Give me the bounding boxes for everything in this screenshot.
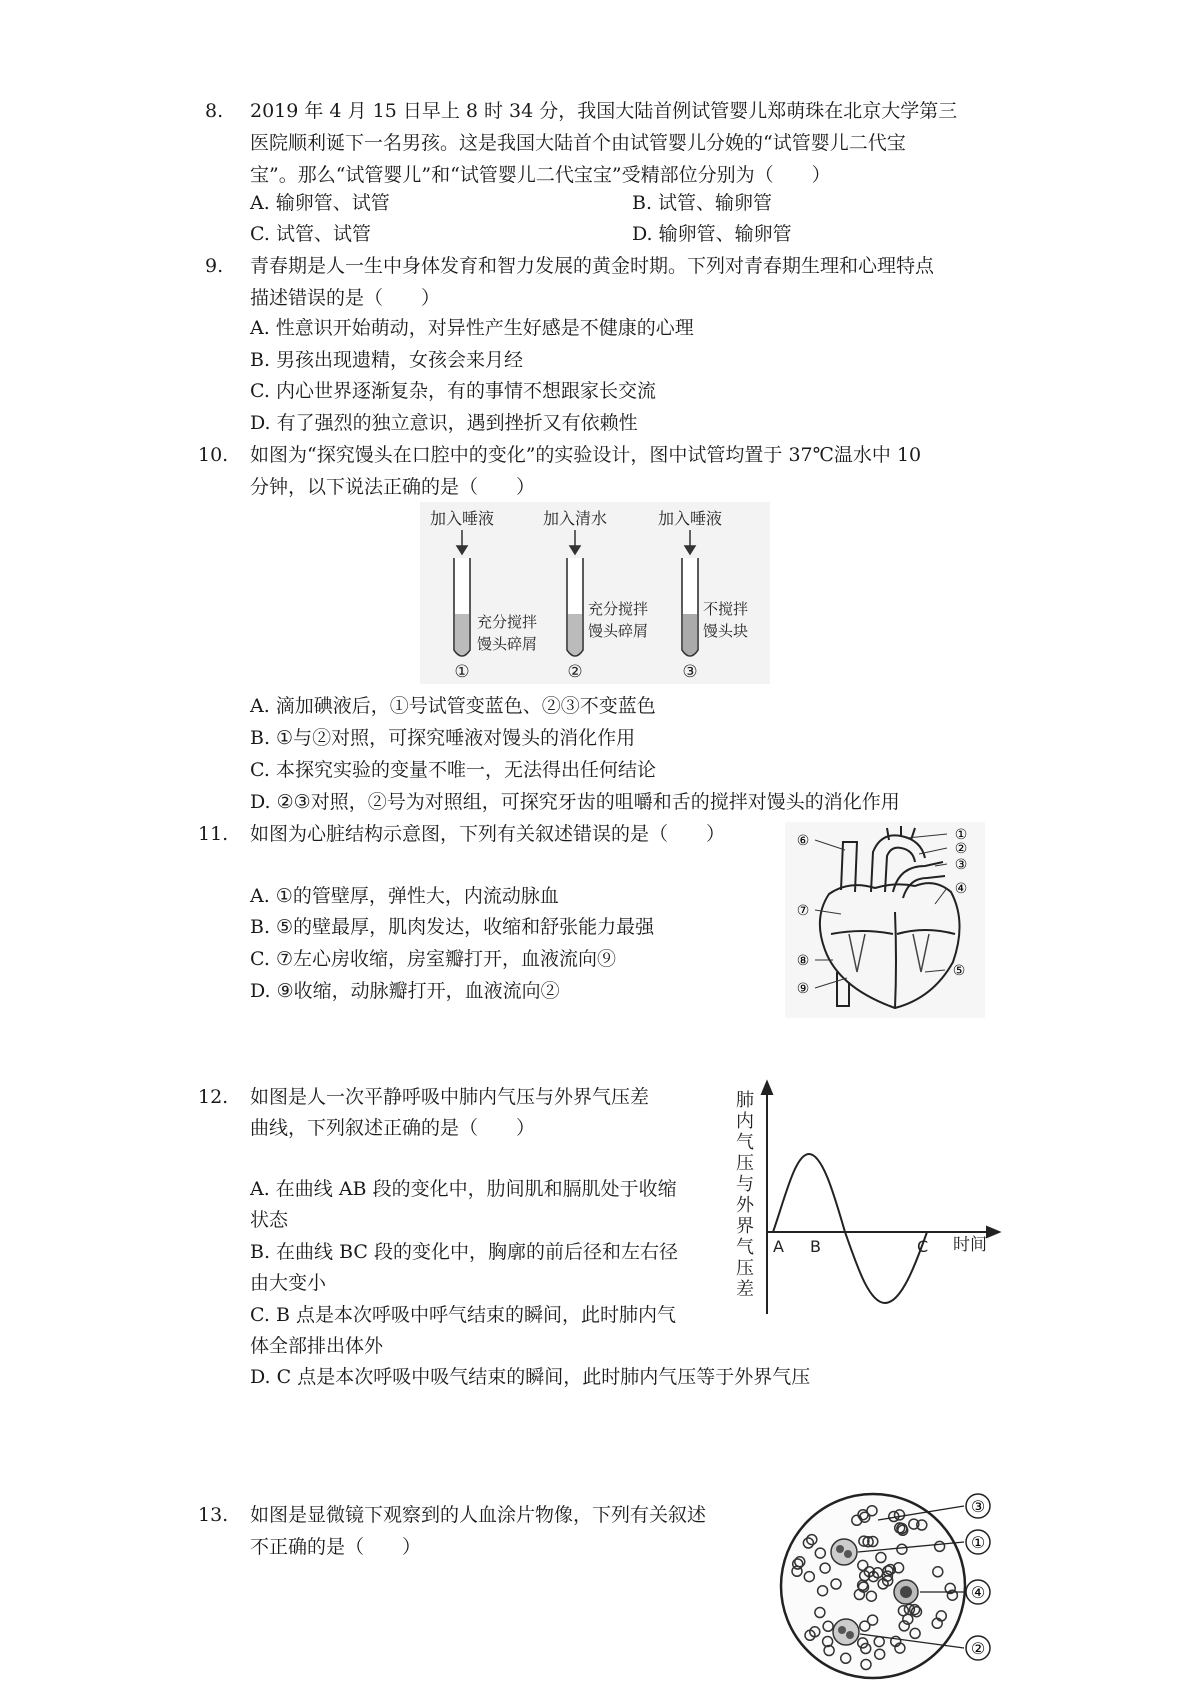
tube1-label-crumbs: 馒头碎屑 (477, 635, 538, 653)
point-b-label: B (810, 1237, 821, 1256)
q12-option-b-line-2: 由大变小 (250, 1272, 327, 1294)
label-5: ⑤ (952, 963, 966, 979)
q12-number: 12. (198, 1086, 229, 1108)
q10-stem-line-1: 如图为“探究馒头在口腔中的变化”的实验设计，图中试管均置于 37℃温水中 10 (250, 444, 922, 466)
label-4: ④ (954, 881, 968, 897)
point-c-label: C (917, 1237, 929, 1256)
q9-option-d: D. 有了强烈的独立意识，遇到挫折又有依赖性 (250, 412, 638, 434)
q11-option-b: B. ⑤的壁最厚，肌肉发达，收缩和舒张能力最强 (250, 916, 655, 938)
tube2-top-label: 加入清水 (542, 509, 608, 528)
label-2: ② (970, 1639, 986, 1658)
q9-option-a: A. 性意识开始萌动，对异性产生好感是不健康的心理 (250, 317, 694, 339)
q12-option-a-line-2: 状态 (250, 1209, 289, 1231)
label-3: ③ (954, 857, 968, 873)
tube1-top-label: 加入唾液 (429, 509, 495, 528)
q11-option-d: D. ⑨收缩，动脉瓣打开，血液流向② (250, 980, 560, 1002)
q12-stem-line-2: 曲线，下列叙述正确的是（ ） (250, 1117, 536, 1139)
q10-stem-line-2: 分钟，以下说法正确的是（ ） (250, 476, 536, 498)
q8-option-c: C. 试管、试管 (250, 223, 371, 245)
q10-option-c: C. 本探究实验的变量不唯一，无法得出任何结论 (250, 759, 656, 781)
label-8: ⑧ (796, 953, 810, 969)
microscope-field (781, 1494, 965, 1678)
q10-option-d: D. ②③对照，②号为对照组，可探究牙齿的咀嚼和舌的搅拌对馒头的消化作用 (250, 791, 900, 813)
test-tube-3 (682, 558, 698, 656)
q11-stem-line-1: 如图为心脏结构示意图，下列有关叙述错误的是（ ） (250, 823, 726, 845)
q8-stem-line-2: 医院顺利诞下一名男孩。这是我国大陆首个由试管婴儿分娩的“试管婴儿二代宝 (250, 132, 906, 154)
tube3-label-nostir: 不搅拌 (703, 600, 749, 618)
label-circles (966, 1494, 990, 1660)
tube2-label-stir: 充分搅拌 (588, 600, 649, 618)
q9-number: 9. (205, 255, 224, 277)
test-tube-1 (454, 558, 470, 656)
q11-option-c: C. ⑦左心房收缩，房室瓣打开，血液流向⑨ (250, 948, 616, 970)
q13-stem-line-1: 如图是显微镜下观察到的人血涂片物像，下列有关叙述 (250, 1504, 707, 1526)
tube3-label-block: 馒头块 (703, 622, 749, 640)
axes (762, 1082, 999, 1314)
q9-stem-line-1: 青春期是人一生中身体发育和智力发展的黄金时期。下列对青春期生理和心理特点 (250, 255, 935, 277)
q13-blood-smear-figure (778, 1486, 1008, 1686)
q10-option-a: A. 滴加碘液后，①号试管变蓝色、②③不变蓝色 (250, 695, 656, 717)
label-7: ⑦ (796, 903, 810, 919)
q8-stem-line-1: 2019 年 4 月 15 日早上 8 时 34 分，我国大陆首例试管婴儿郑萌珠在北京大学第三 (250, 100, 958, 122)
q9-option-b: B. 男孩出现遗精，女孩会来月经 (250, 349, 524, 371)
label-3: ③ (970, 1497, 986, 1516)
label-2: ② (954, 841, 968, 857)
point-a-label: A (773, 1237, 784, 1256)
q13-stem-line-2: 不正确的是（ ） (250, 1536, 422, 1558)
x-axis-label: 时间 (953, 1235, 987, 1255)
q10-number: 10. (198, 444, 229, 466)
tube3-top-label: 加入唾液 (657, 509, 723, 528)
tube2-label-crumbs: 馒头碎屑 (588, 622, 649, 640)
label-6: ⑥ (796, 833, 810, 849)
tube2-number: ② (567, 662, 583, 682)
label-1: ① (970, 1533, 986, 1552)
q11-option-a: A. ①的管壁厚，弹性大，内流动脉血 (250, 885, 559, 907)
q13-number: 13. (198, 1504, 229, 1526)
label-9: ⑨ (796, 981, 810, 997)
q8-number: 8. (205, 100, 224, 122)
q12-option-c-line-1: C. B 点是本次呼吸中呼气结束的瞬间，此时肺内气 (250, 1304, 676, 1326)
q11-number: 11. (198, 823, 229, 845)
q9-option-c: C. 内心世界逐渐复杂，有的事情不想跟家长交流 (250, 380, 656, 402)
y-axis-label: 肺内气压与外界气压差 (736, 1090, 754, 1300)
q11-heart-diagram (785, 822, 985, 1018)
q12-option-a-line-1: A. 在曲线 AB 段的变化中，肋间肌和膈肌处于收缩 (250, 1178, 677, 1200)
figure-background (420, 502, 770, 684)
q10-option-b: B. ①与②对照，可探究唾液对馒头的消化作用 (250, 727, 636, 749)
q12-option-b-line-1: B. 在曲线 BC 段的变化中，胸廓的前后径和左右径 (250, 1241, 678, 1263)
tube1-label-stir: 充分搅拌 (477, 613, 538, 631)
pressure-curve-line (773, 1154, 927, 1303)
q12-option-c-line-2: 体全部排出体外 (250, 1335, 384, 1357)
tube3-number: ③ (682, 662, 698, 682)
q8-stem-line-3: 宝”。那么“试管婴儿”和“试管婴儿二代宝宝”受精部位分别为（ ） (250, 164, 831, 186)
label-1: ① (954, 827, 968, 843)
q8-option-d: D. 输卵管、输卵管 (632, 223, 792, 245)
q10-experiment-figure (420, 502, 770, 684)
test-tube-2 (567, 558, 583, 656)
q12-option-d: D. C 点是本次呼吸中吸气结束的瞬间，此时肺内气压等于外界气压 (250, 1366, 811, 1388)
q12-stem-line-1: 如图是人一次平静呼吸中肺内气压与外界气压差 (250, 1086, 650, 1108)
q9-stem-line-2: 描述错误的是（ ） (250, 287, 441, 309)
q12-pressure-curve (735, 1078, 1005, 1320)
q8-option-a: A. 输卵管、试管 (250, 192, 390, 214)
label-4: ④ (970, 1583, 986, 1602)
q8-option-b: B. 试管、输卵管 (632, 192, 773, 214)
tube1-number: ① (454, 662, 470, 682)
